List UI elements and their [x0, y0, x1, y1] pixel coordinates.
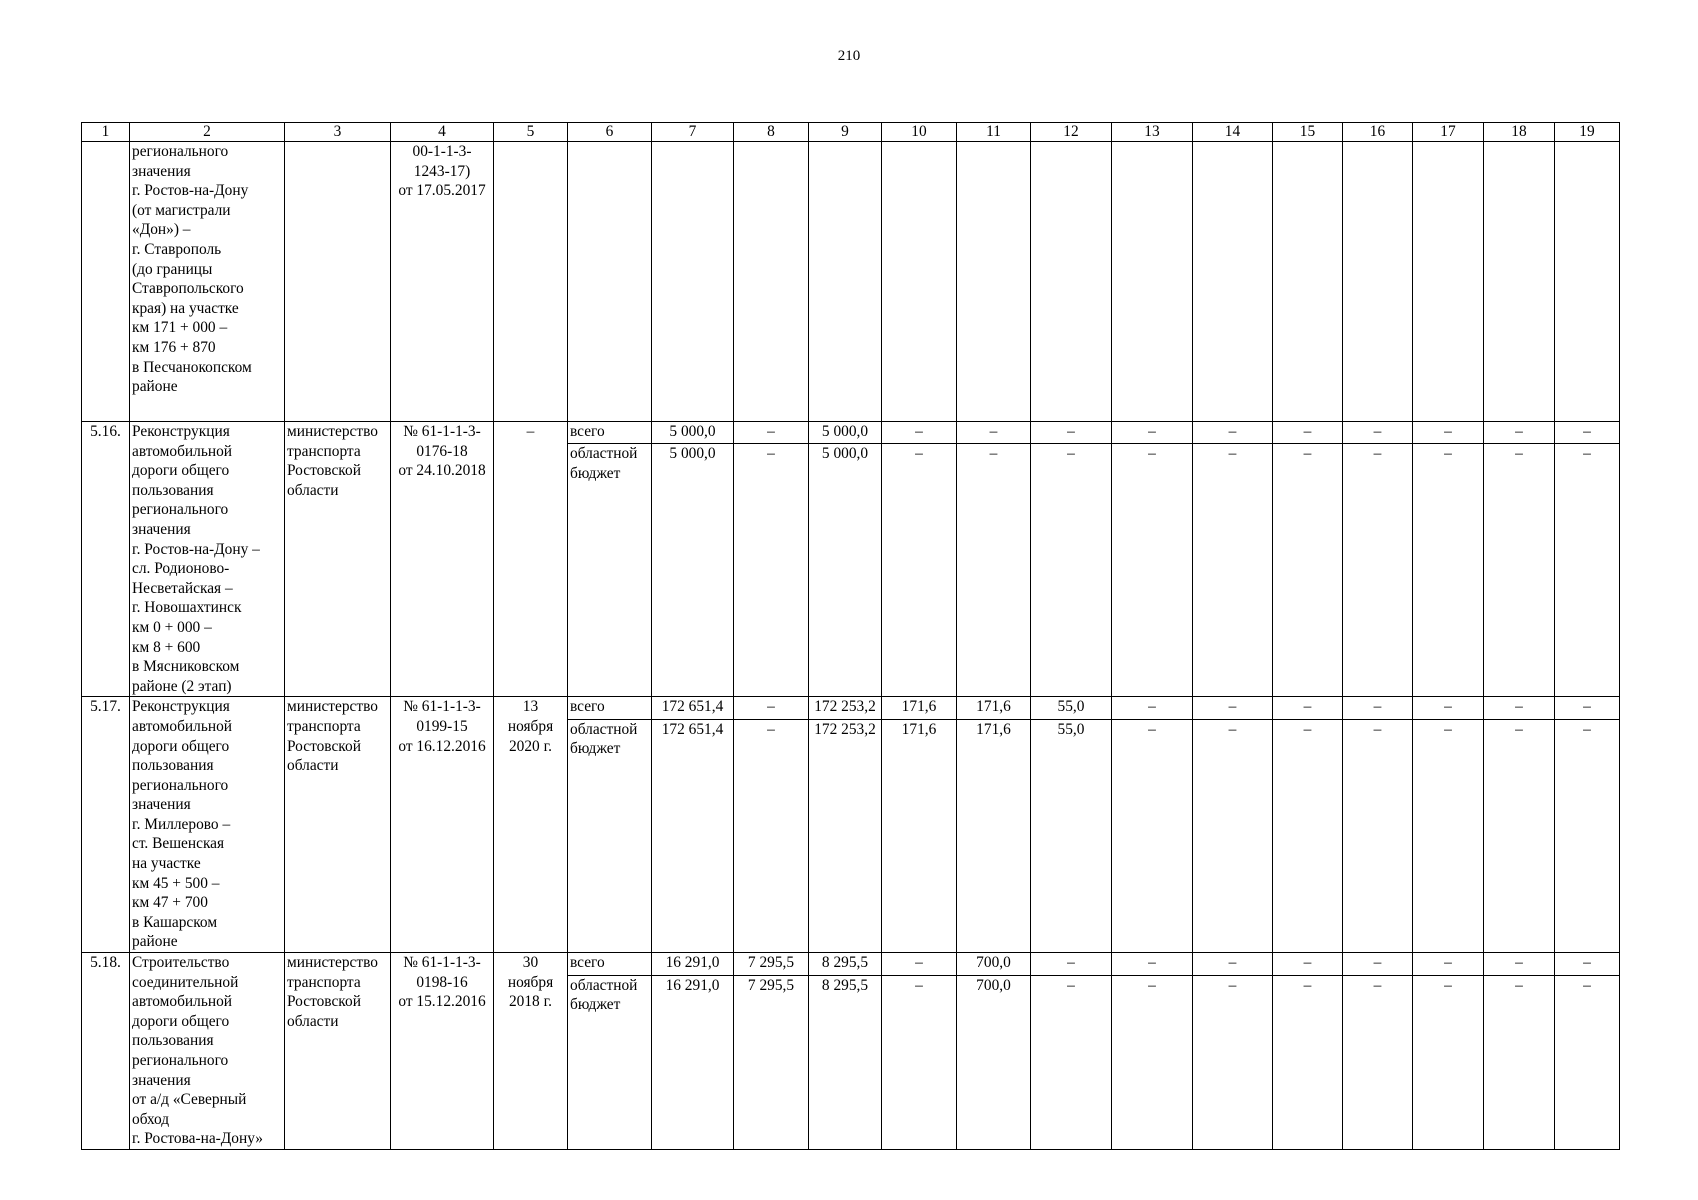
cell-value: – — [734, 422, 809, 444]
cell-value: – — [1484, 444, 1555, 697]
cell-value: – — [1031, 953, 1112, 976]
cell-value: – — [1484, 953, 1555, 976]
column-number-16: 16 — [1343, 123, 1413, 142]
cell-value: – — [1193, 953, 1273, 976]
cell-value: 700,0 — [957, 953, 1031, 976]
cell-value: – — [1343, 697, 1413, 719]
cell-value: – — [1413, 953, 1484, 976]
cell-value: – — [1112, 697, 1193, 719]
cell-value: – — [1484, 422, 1555, 444]
cell-value: 16 291,0 — [652, 975, 734, 1149]
column-number-5: 5 — [494, 123, 568, 142]
cell-value: – — [1112, 444, 1193, 697]
column-number-19: 19 — [1555, 123, 1620, 142]
cell-source-label: всего — [568, 697, 652, 719]
cell-document: № 61-1-1-3- 0176-18 от 24.10.2018 — [391, 422, 494, 697]
cell-num: 5.18. — [82, 953, 130, 1150]
column-number-11: 11 — [957, 123, 1031, 142]
cell-value: – — [1343, 444, 1413, 697]
cell-value: – — [1484, 719, 1555, 952]
cell-object-name: Строительство соединительной автомобильной дороги общего пользования регионального значения от а/д «Северный обход г. Ростова-на-Дону» — [130, 953, 285, 1150]
cell-value: – — [1273, 953, 1343, 976]
cell-value: 5 000,0 — [652, 444, 734, 697]
cell-value: 16 291,0 — [652, 953, 734, 976]
column-number-10: 10 — [882, 123, 957, 142]
cell-value: 5 000,0 — [809, 422, 882, 444]
cell-value: – — [1343, 975, 1413, 1149]
cell-num: 5.16. — [82, 422, 130, 697]
cell-value: – — [1112, 953, 1193, 976]
cell-value: – — [1555, 975, 1620, 1149]
cell-value: – — [1193, 422, 1273, 444]
cell-value: – — [1555, 697, 1620, 719]
cell-date: – — [494, 422, 568, 697]
cell-value: – — [1193, 975, 1273, 1149]
cell-value: – — [1273, 422, 1343, 444]
cell-value: – — [1273, 975, 1343, 1149]
column-number-1: 1 — [82, 123, 130, 142]
cell-customer — [285, 142, 391, 422]
cell-value: – — [1112, 422, 1193, 444]
cell-source-label: всего — [568, 953, 652, 976]
cell-value: – — [1555, 422, 1620, 444]
cell-value: 172 651,4 — [652, 697, 734, 719]
cell-value: 171,6 — [957, 719, 1031, 952]
column-number-12: 12 — [1031, 123, 1112, 142]
continuation-row — [82, 142, 1620, 422]
cell-value: 171,6 — [882, 697, 957, 719]
column-number-13: 13 — [1112, 123, 1193, 142]
cell-value: 172 651,4 — [652, 719, 734, 952]
cell-value: – — [882, 953, 957, 976]
cell-value: – — [1112, 975, 1193, 1149]
program-table — [81, 122, 1620, 1150]
cell-num — [82, 142, 130, 422]
cell-value: 55,0 — [1031, 697, 1112, 719]
cell-value: – — [734, 697, 809, 719]
cell-value: – — [1031, 422, 1112, 444]
cell-value: – — [1343, 953, 1413, 976]
cell-value: – — [1484, 697, 1555, 719]
cell-customer: министерство транспорта Ростовской области — [285, 697, 391, 953]
cell-value: 171,6 — [957, 697, 1031, 719]
cell-value: – — [1273, 697, 1343, 719]
cell-source-label: всего — [568, 422, 652, 444]
cell-value: – — [957, 422, 1031, 444]
cell-value: – — [1193, 444, 1273, 697]
cell-value: – — [1031, 444, 1112, 697]
column-number-14: 14 — [1193, 123, 1273, 142]
column-number-7: 7 — [652, 123, 734, 142]
cell-value: – — [1343, 719, 1413, 952]
table-row — [82, 697, 1620, 719]
cell-value: – — [1031, 975, 1112, 1149]
cell-value: – — [1112, 719, 1193, 952]
cell-value: – — [1413, 422, 1484, 444]
column-number-17: 17 — [1413, 123, 1484, 142]
cell-value: 8 295,5 — [809, 975, 882, 1149]
cell-num: 5.17. — [82, 697, 130, 953]
column-number-row — [82, 123, 1620, 142]
cell-value: – — [1413, 444, 1484, 697]
cell-value: – — [957, 444, 1031, 697]
cell-value: – — [1484, 975, 1555, 1149]
cell-value: – — [1555, 444, 1620, 697]
column-number-4: 4 — [391, 123, 494, 142]
cell-value: 172 253,2 — [809, 719, 882, 952]
cell-value: – — [1555, 953, 1620, 976]
cell-value: – — [1273, 719, 1343, 952]
cell-value: – — [882, 422, 957, 444]
cell-value: 5 000,0 — [809, 444, 882, 697]
cell-source-label: областной бюджет — [568, 444, 652, 697]
cell-value: – — [1193, 697, 1273, 719]
cell-object-name: регионального значения г. Ростов-на-Дону (от магистрали «Дон») – г. Ставрополь (до границы Ставропольского края) на участке км 171 + 000 – км 176 + 870 в Песчанокопском районе — [130, 142, 285, 422]
cell-value: – — [734, 444, 809, 697]
cell-value: 171,6 — [882, 719, 957, 952]
cell-source-label: областной бюджет — [568, 975, 652, 1149]
page-number: 210 — [837, 48, 861, 64]
cell-document: № 61-1-1-3- 0198-16 от 15.12.2016 — [391, 953, 494, 1150]
cell-value: 5 000,0 — [652, 422, 734, 444]
cell-date: 30 ноября 2018 г. — [494, 953, 568, 1150]
cell-date: 13 ноября 2020 г. — [494, 697, 568, 953]
cell-value: – — [1555, 719, 1620, 952]
column-number-15: 15 — [1273, 123, 1343, 142]
cell-customer: министерство транспорта Ростовской области — [285, 422, 391, 697]
column-number-8: 8 — [734, 123, 809, 142]
cell-object-name: Реконструкция автомобильной дороги общего пользования регионального значения г. Ростов-на-Дону – сл. Родионово- Несветайская – г. Новошахтинск км 0 + 000 – км 8 + 600 в Мясниковском районе (2 этап) — [130, 422, 285, 697]
table-row — [82, 953, 1620, 976]
cell-value: – — [1413, 719, 1484, 952]
cell-value: 7 295,5 — [734, 975, 809, 1149]
cell-value: – — [882, 975, 957, 1149]
cell-document: 00-1-1-3- 1243-17) от 17.05.2017 — [391, 142, 494, 422]
cell-value: – — [1343, 422, 1413, 444]
cell-value: – — [1273, 444, 1343, 697]
column-number-9: 9 — [809, 123, 882, 142]
cell-value: – — [1413, 697, 1484, 719]
cell-value: – — [734, 719, 809, 952]
column-number-2: 2 — [130, 123, 285, 142]
cell-document: № 61-1-1-3- 0199-15 от 16.12.2016 — [391, 697, 494, 953]
column-number-6: 6 — [568, 123, 652, 142]
cell-value: 700,0 — [957, 975, 1031, 1149]
cell-value: 8 295,5 — [809, 953, 882, 976]
table-row — [82, 422, 1620, 444]
cell-value: 172 253,2 — [809, 697, 882, 719]
column-number-18: 18 — [1484, 123, 1555, 142]
cell-customer: министерство транспорта Ростовской области — [285, 953, 391, 1150]
cell-source-label: областной бюджет — [568, 719, 652, 952]
cell-value: – — [1413, 975, 1484, 1149]
column-number-3: 3 — [285, 123, 391, 142]
cell-value: 55,0 — [1031, 719, 1112, 952]
cell-value: 7 295,5 — [734, 953, 809, 976]
cell-value: – — [882, 444, 957, 697]
cell-value: – — [1193, 719, 1273, 952]
cell-object-name: Реконструкция автомобильной дороги общего пользования регионального значения г. Миллерово – ст. Вешенская на участке км 45 + 500 – км 47 + 700 в Кашарском районе — [130, 697, 285, 953]
